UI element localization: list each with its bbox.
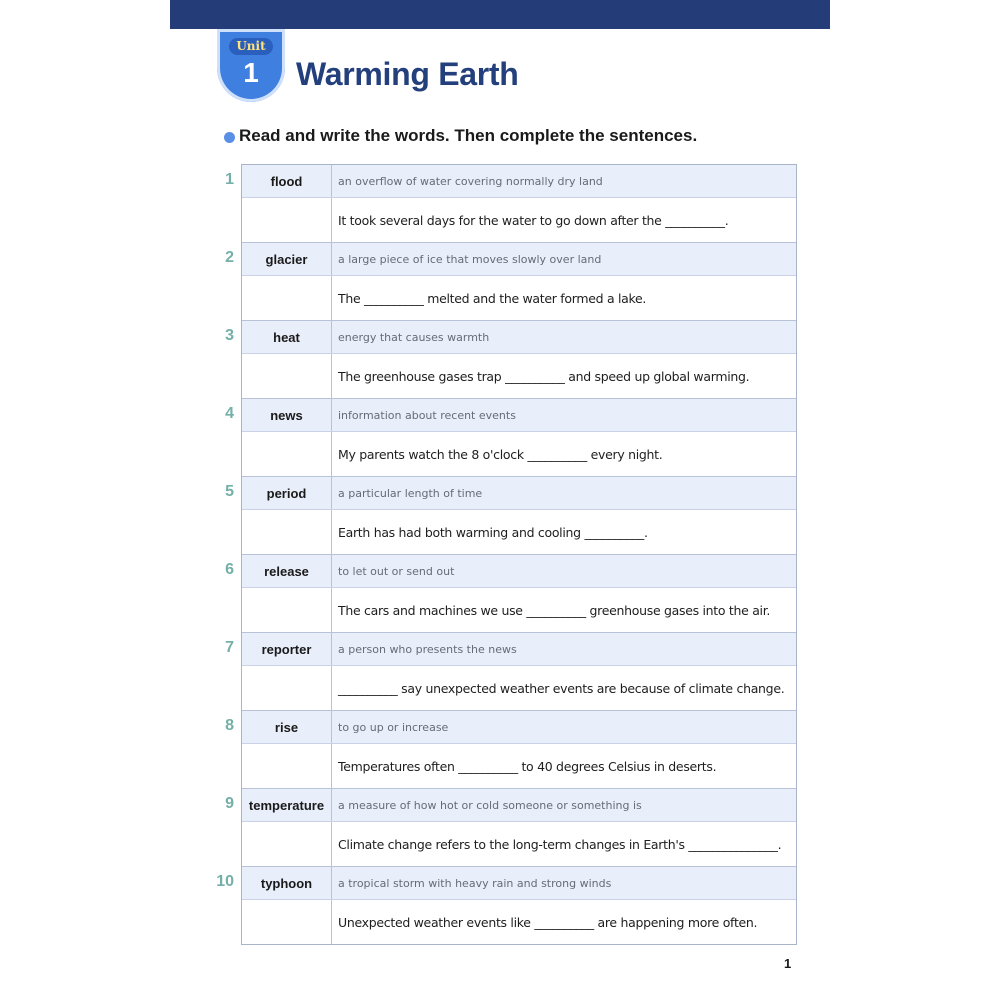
- definition-cell: [332, 633, 796, 665]
- word-definition: energy that causes warmth: [338, 330, 490, 344]
- sentence-cell: [332, 588, 796, 632]
- vocab-word: news: [270, 407, 303, 423]
- word-cell: [242, 633, 332, 665]
- answer-cell[interactable]: [242, 744, 332, 788]
- sentence-cell: [332, 198, 796, 242]
- definition-row: [225, 788, 796, 821]
- word-definition: a measure of how hot or cold someone or something is: [338, 798, 642, 812]
- example-sentence: Climate change refers to the long-term changes in Earth's _______________.: [338, 836, 782, 852]
- word-definition: to go up or increase: [338, 720, 449, 734]
- vocab-word: glacier: [265, 251, 308, 267]
- word-cell: [242, 711, 332, 743]
- item-number: 1: [225, 171, 234, 188]
- unit-label: Unit: [229, 38, 273, 55]
- sentence-cell: [332, 666, 796, 710]
- example-sentence: My parents watch the 8 o'clock __________ every night.: [338, 446, 663, 462]
- word-definition: to let out or send out: [338, 564, 455, 578]
- sentence-row: [242, 275, 796, 320]
- item-number: 9: [225, 795, 234, 812]
- vocab-word: heat: [273, 329, 300, 345]
- sentence-row: [242, 353, 796, 398]
- sentence-row: [242, 821, 796, 866]
- sentence-row: [242, 743, 796, 788]
- definition-cell: [332, 399, 796, 431]
- definition-cell: [332, 789, 796, 821]
- page-number: 1: [784, 956, 792, 971]
- vocab-word: rise: [274, 719, 299, 735]
- instruction-text: Read and write the words. Then complete the sentences.: [239, 126, 698, 145]
- definition-row: [216, 866, 796, 899]
- word-cell: [242, 555, 332, 587]
- word-cell: [242, 165, 332, 197]
- item-number: 8: [225, 717, 234, 734]
- item-number: 2: [225, 249, 234, 266]
- word-cell: [242, 321, 332, 353]
- word-cell: [242, 867, 332, 899]
- item-number: 7: [225, 639, 234, 656]
- example-sentence: The __________ melted and the water formed a lake.: [338, 290, 647, 306]
- example-sentence: It took several days for the water to go down after the __________.: [338, 212, 729, 228]
- definition-row: [225, 554, 796, 587]
- vocabulary-table: [216, 164, 797, 945]
- unit-number: 1: [243, 57, 259, 88]
- example-sentence: Unexpected weather events like __________ are happening more often.: [338, 914, 758, 930]
- sentence-cell: [332, 822, 796, 866]
- definition-row: [225, 632, 796, 665]
- answer-cell[interactable]: [242, 822, 332, 866]
- item-number: 4: [225, 405, 234, 422]
- definition-row: [225, 476, 796, 509]
- item-number: 6: [225, 561, 234, 578]
- example-sentence: The greenhouse gases trap __________ and speed up global warming.: [338, 368, 750, 384]
- word-definition: a tropical storm with heavy rain and strong winds: [338, 876, 612, 890]
- definition-cell: [332, 477, 796, 509]
- example-sentence: Earth has had both warming and cooling __________.: [338, 524, 648, 540]
- page-title: Warming Earth: [296, 56, 519, 92]
- definition-cell: [332, 555, 796, 587]
- item-number: 3: [225, 327, 234, 344]
- definition-cell: [332, 867, 796, 899]
- item-number: 10: [216, 873, 234, 890]
- vocab-word: temperature: [248, 797, 325, 813]
- sentence-row: [242, 665, 796, 710]
- word-cell: [242, 243, 332, 275]
- sentence-row: [242, 197, 796, 242]
- vocab-word: release: [264, 563, 309, 579]
- sentence-row: [242, 587, 796, 632]
- example-sentence: Temperatures often __________ to 40 degrees Celsius in deserts.: [338, 758, 717, 774]
- definition-cell: [332, 711, 796, 743]
- sentence-cell: [332, 510, 796, 554]
- word-cell: [242, 789, 332, 821]
- vocab-word: period: [266, 485, 307, 501]
- item-number: 5: [225, 483, 234, 500]
- answer-cell[interactable]: [242, 510, 332, 554]
- bullet-dot-icon: [224, 132, 235, 143]
- word-definition: a person who presents the news: [338, 642, 517, 656]
- sentence-cell: [332, 276, 796, 320]
- definition-cell: [332, 243, 796, 275]
- word-cell: [242, 399, 332, 431]
- word-cell: [242, 477, 332, 509]
- definition-cell: [332, 321, 796, 353]
- answer-cell[interactable]: [242, 432, 332, 476]
- definition-row: [225, 165, 796, 197]
- answer-cell[interactable]: [242, 588, 332, 632]
- example-sentence: The cars and machines we use __________ greenhouse gases into the air.: [338, 602, 771, 618]
- vocab-word: reporter: [261, 641, 312, 657]
- definition-row: [225, 242, 796, 275]
- word-definition: a large piece of ice that moves slowly over land: [338, 252, 602, 266]
- vocab-word: flood: [270, 173, 303, 189]
- definition-cell: [332, 165, 796, 197]
- answer-cell[interactable]: [242, 198, 332, 242]
- definition-row: [225, 320, 796, 353]
- definition-row: [225, 710, 796, 743]
- word-definition: a particular length of time: [338, 486, 483, 500]
- sentence-cell: [332, 744, 796, 788]
- definition-row: [225, 398, 796, 431]
- answer-cell[interactable]: [242, 354, 332, 398]
- answer-cell[interactable]: [242, 276, 332, 320]
- answer-cell[interactable]: [242, 900, 332, 944]
- sentence-cell: [332, 354, 796, 398]
- sentence-cell: [332, 432, 796, 476]
- sentence-cell: [332, 900, 796, 944]
- unit-badge: [217, 29, 285, 102]
- example-sentence: __________ say unexpected weather events are because of climate change.: [338, 680, 785, 696]
- answer-cell[interactable]: [242, 666, 332, 710]
- vocab-word: typhoon: [260, 875, 313, 891]
- worksheet-page: [170, 0, 830, 1000]
- sentence-row: [242, 899, 796, 944]
- word-definition: an overflow of water covering normally dry land: [338, 174, 603, 188]
- sentence-row: [242, 431, 796, 476]
- word-definition: information about recent events: [338, 408, 516, 422]
- sentence-row: [242, 509, 796, 554]
- top-banner: [170, 0, 830, 29]
